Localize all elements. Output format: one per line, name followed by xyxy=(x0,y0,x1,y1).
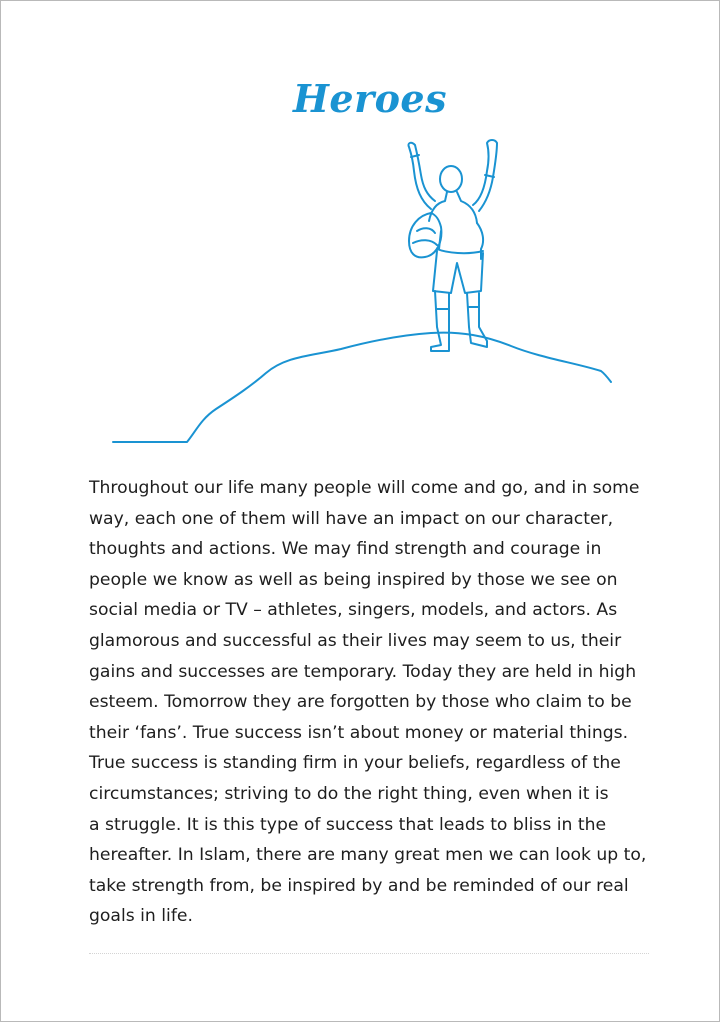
body-line: a struggle. It is this type of success that leads to bliss in the xyxy=(89,814,607,835)
body-line: Throughout our life many people will come and go, and in some xyxy=(89,478,640,498)
body-line: take strength from, be inspired by and be reminded of our real xyxy=(89,875,629,896)
page-title: Heroes xyxy=(292,76,448,121)
body-line: glamorous and successful as their lives may seem to us, their xyxy=(89,630,622,651)
body-line: gains and successes are temporary. Today they are held in high xyxy=(89,661,637,682)
divider xyxy=(89,953,649,954)
body-paragraph xyxy=(89,473,649,932)
body-line: way, each one of them will have an impact on our character, xyxy=(89,508,614,529)
body-line: goals in life. xyxy=(89,906,193,927)
body-line: people we know as well as being inspired by those we see on xyxy=(89,569,618,590)
hiker-on-hilltop-icon xyxy=(101,131,621,451)
body-line: True success is standing firm in your beliefs, regardless of the xyxy=(89,753,621,774)
body-line: their ‘fans’. True success isn’t about money or material things. xyxy=(89,722,629,743)
body-line: thoughts and actions. We may find strength and courage in xyxy=(89,539,602,560)
body-line: hereafter. In Islam, there are many great men we can look up to, xyxy=(89,845,647,866)
body-line: circumstances; striving to do the right thing, even when it is xyxy=(89,783,609,804)
body-line: social media or TV – athletes, singers, models, and actors. As xyxy=(89,600,618,621)
body-line: esteem. Tomorrow they are forgotten by those who claim to be xyxy=(89,692,632,713)
